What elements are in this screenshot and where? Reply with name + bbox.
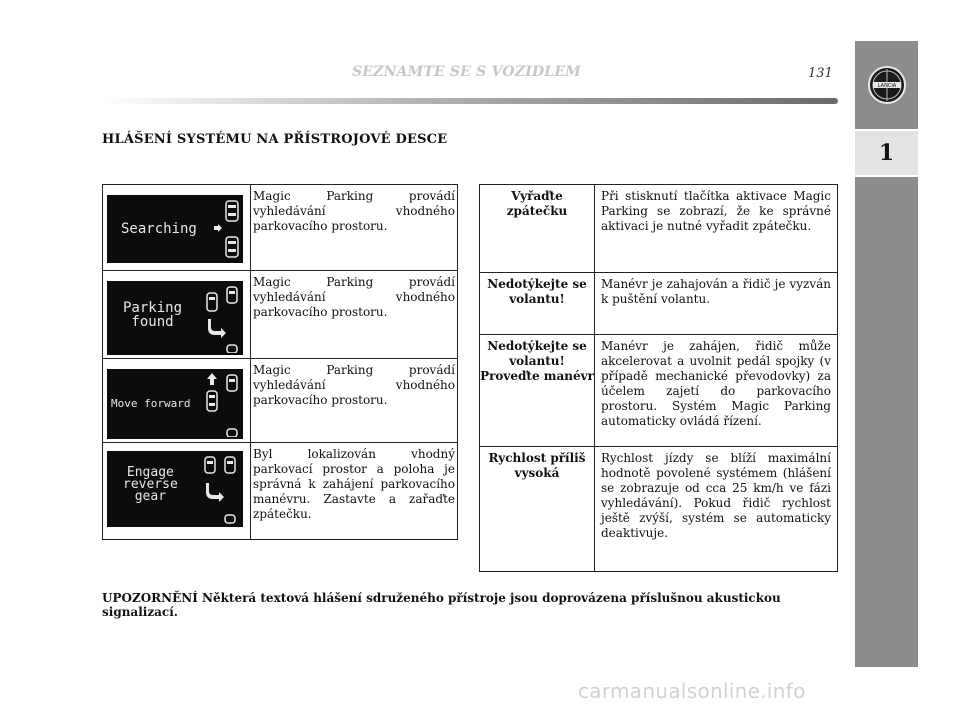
parked-car-icon: [225, 199, 239, 259]
display-image-cell: [103, 359, 251, 442]
message-description: Rychlost jízdy se blíží maximální hodnotě povolené systémem (hlášení se zobrazuje od cca 25 km/h ve fázi vyhledávání). Pokud řidič rychlost ještě zvýší, systém se automaticky deaktivuje.: [601, 451, 831, 540]
running-header: SEZNAMTE SE S VOZIDLEM: [352, 64, 581, 80]
message-description: Manévr je zahajován a řidič je vyzván k puštění volantu.: [601, 277, 831, 306]
table-row: [480, 185, 837, 273]
logo-box: [855, 41, 918, 129]
warning-label: UPOZORNĚNÍ: [102, 591, 198, 605]
message-label: Vyřaďte zpátečku: [480, 185, 595, 272]
lancia-logo-icon: [867, 65, 907, 105]
message-description: Byl lokalizován vhodný parkovací prostor a poloha je správná k zahájení parkovacího manévru. Zastavte a zařaďte zpátečku.: [253, 447, 455, 521]
table-row: [103, 359, 457, 443]
watermark: carmanualsonline.info: [578, 679, 806, 703]
table-row: [480, 273, 837, 335]
message-description: Při stisknutí tlačítka aktivace Magic Parking se zobrazí, že ke správné aktivaci je nutné vyřadit zpátečku.: [601, 189, 831, 233]
message-description: Magic Parking provádí vyhledávání vhodného parkovacího prostoru.: [253, 363, 455, 407]
message-description: Magic Parking provádí vyhledávání vhodného parkovacího prostoru.: [253, 189, 455, 233]
message-label: Nedotýkejte se volantu!: [480, 273, 595, 334]
arrow-right-icon: [213, 223, 223, 233]
display-image-cell: [103, 185, 251, 270]
message-description: Manévr je zahájen, řidič může akcelerovat a uvolnit pedál spojky (v případě mechanické převodovky) za účelem zajetí do parkovacího prostoru. Systém Magic Parking automaticky ovládá řízení.: [601, 339, 831, 428]
table-row: [480, 335, 837, 447]
cluster-display: [107, 369, 243, 439]
cluster-display: [107, 451, 243, 527]
messages-explanation-table: [479, 184, 838, 572]
svg-text:LANCIA: LANCIA: [877, 83, 896, 89]
warning-note: [102, 591, 842, 619]
table-row: [103, 443, 457, 539]
display-text: Engage reverse gear: [123, 465, 178, 504]
chapter-sidebar: [855, 41, 918, 667]
display-text: Parking found: [123, 300, 183, 330]
move-forward-icon: [205, 371, 241, 437]
sidebar-divider: [855, 175, 918, 177]
page-number: 131: [808, 66, 833, 81]
cluster-display: [107, 281, 243, 355]
chapter-number: 1: [855, 131, 918, 175]
display-image-cell: [103, 271, 251, 358]
message-description: Magic Parking provádí vyhledávání vhodného parkovacího prostoru.: [253, 275, 455, 319]
warning-text: Některá textová hlášení sdruženého přístroje jsou doprovázena příslušnou akustickou signalizací.: [102, 591, 781, 619]
display-image-cell: [103, 443, 251, 539]
display-text: Move forward: [111, 397, 191, 410]
table-row: [480, 447, 837, 571]
message-label: Nedotýkejte se volantu! Proveďte manévr: [480, 335, 595, 446]
engage-reverse-icon: [203, 455, 241, 525]
table-row: [103, 185, 457, 271]
parking-maneuver-icon: [205, 285, 241, 353]
cluster-display: [107, 195, 243, 263]
table-row: [103, 271, 457, 359]
display-messages-table: [102, 184, 458, 540]
section-title: HLÁŠENÍ SYSTÉMU NA PŘÍSTROJOVÉ DESCE: [102, 132, 448, 147]
display-text: Searching: [121, 221, 197, 237]
message-label: Rychlost příliš vysoká: [480, 447, 595, 571]
header-rule: [102, 98, 838, 104]
